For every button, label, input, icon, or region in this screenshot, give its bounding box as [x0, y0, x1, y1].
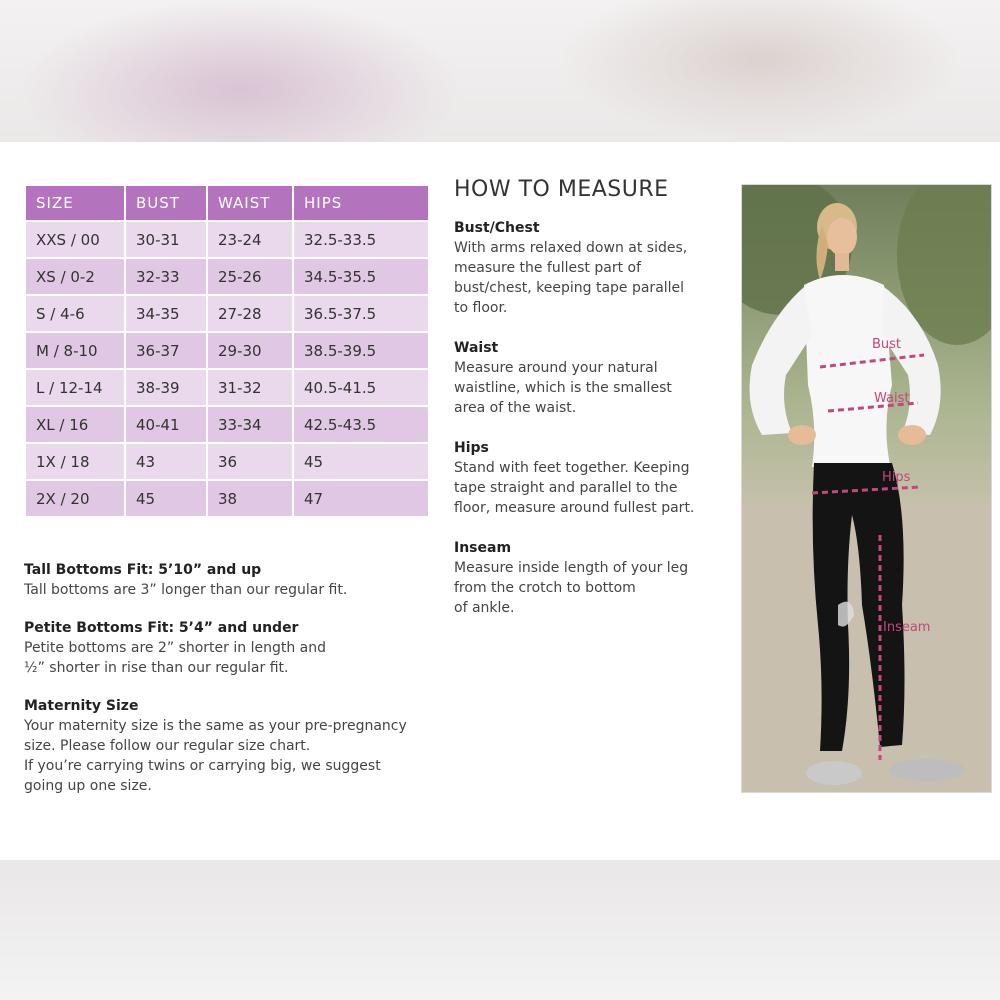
inseam-line: from the crotch to bottom — [454, 580, 636, 596]
cell-waist: 29-30 — [208, 333, 292, 368]
bust-line: With arms relaxed down at sides, — [454, 240, 688, 256]
inseam-heading: Inseam — [454, 540, 512, 556]
model-right-shoe — [889, 759, 965, 781]
table-row — [26, 296, 428, 331]
hips-line: tape straight and parallel to the — [454, 480, 678, 496]
model-face — [827, 218, 857, 256]
bottom-background — [0, 860, 1000, 1000]
table-row — [26, 444, 428, 479]
hips-heading: Hips — [454, 440, 489, 456]
inseam-line: of ankle. — [454, 600, 515, 616]
bust-instructions — [454, 218, 734, 318]
model-left-hand — [788, 425, 816, 445]
size-table — [24, 184, 430, 518]
model-left-shoe — [806, 761, 862, 785]
tall-line: Tall bottoms are 3” longer than our regular fit. — [24, 582, 348, 598]
maternity-line: Your maternity size is the same as your pre-pregnancy — [24, 718, 407, 734]
table-row — [26, 407, 428, 442]
model-photo — [741, 184, 992, 793]
waist-line: area of the waist. — [454, 400, 577, 416]
bust-line: bust/chest, keeping tape parallel — [454, 280, 685, 296]
header-size: SIZE — [26, 186, 124, 220]
cell-waist: 33-34 — [208, 407, 292, 442]
cell-size: XS / 0-2 — [26, 259, 124, 294]
table-row — [26, 259, 428, 294]
top-background — [0, 0, 1000, 142]
cell-size: L / 12-14 — [26, 370, 124, 405]
hips-line: floor, measure around fullest part. — [454, 500, 695, 516]
cell-bust: 38-39 — [126, 370, 206, 405]
cell-size: XXS / 00 — [26, 222, 124, 257]
table-row — [26, 370, 428, 405]
cell-waist: 38 — [208, 481, 292, 516]
cell-bust: 43 — [126, 444, 206, 479]
maternity-heading: Maternity Size — [24, 698, 139, 714]
cell-size: 1X / 18 — [26, 444, 124, 479]
header-hips: HIPS — [294, 186, 428, 220]
fit-notes — [24, 560, 444, 814]
cell-bust: 34-35 — [126, 296, 206, 331]
cell-hips: 32.5-33.5 — [294, 222, 428, 257]
inseam-instructions — [454, 538, 734, 618]
petite-heading: Petite Bottoms Fit: 5’4” and under — [24, 620, 299, 636]
cell-size: S / 4-6 — [26, 296, 124, 331]
how-to-measure — [454, 177, 734, 638]
waist-instructions — [454, 338, 734, 418]
bust-line: measure the fullest part of — [454, 260, 642, 276]
table-row — [26, 481, 428, 516]
bust-heading: Bust/Chest — [454, 220, 540, 236]
model-neck — [835, 253, 849, 271]
table-row — [26, 222, 428, 257]
cell-waist: 25-26 — [208, 259, 292, 294]
cell-waist: 23-24 — [208, 222, 292, 257]
petite-line: Petite bottoms are 2” shorter in length and — [24, 640, 326, 656]
tall-heading: Tall Bottoms Fit: 5’10” and up — [24, 562, 262, 578]
model-illustration — [742, 185, 991, 792]
bust-line: to floor. — [454, 300, 508, 316]
how-to-measure-title: HOW TO MEASURE — [454, 177, 669, 202]
waist-line: Measure around your natural — [454, 360, 658, 376]
hips-line: Stand with feet together. Keeping — [454, 460, 690, 476]
cell-hips: 42.5-43.5 — [294, 407, 428, 442]
cell-bust: 40-41 — [126, 407, 206, 442]
waist-heading: Waist — [454, 340, 499, 356]
waist-line: waistline, which is the smallest — [454, 380, 672, 396]
cell-hips: 36.5-37.5 — [294, 296, 428, 331]
inseam-line: Measure inside length of your leg — [454, 560, 689, 576]
hips-instructions — [454, 438, 734, 518]
bust-label: Bust — [872, 337, 902, 352]
cell-bust: 45 — [126, 481, 206, 516]
cell-waist: 31-32 — [208, 370, 292, 405]
model-right-hand — [898, 425, 926, 445]
waist-label: Waist — [874, 391, 910, 406]
cell-size: M / 8-10 — [26, 333, 124, 368]
table-header-row — [26, 186, 428, 220]
hips-label: Hips — [882, 470, 911, 485]
cell-size: XL / 16 — [26, 407, 124, 442]
cell-hips: 38.5-39.5 — [294, 333, 428, 368]
cell-bust: 30-31 — [126, 222, 206, 257]
maternity-line: going up one size. — [24, 778, 152, 794]
cell-bust: 32-33 — [126, 259, 206, 294]
maternity-line: size. Please follow our regular size chart. — [24, 738, 311, 754]
cell-hips: 34.5-35.5 — [294, 259, 428, 294]
cell-hips: 47 — [294, 481, 428, 516]
header-waist: WAIST — [208, 186, 292, 220]
tall-bottoms-note — [24, 560, 444, 600]
inseam-label: Inseam — [883, 620, 931, 635]
cell-waist: 36 — [208, 444, 292, 479]
cell-waist: 27-28 — [208, 296, 292, 331]
cell-bust: 36-37 — [126, 333, 206, 368]
header-bust: BUST — [126, 186, 206, 220]
maternity-line: If you’re carrying twins or carrying big, we suggest — [24, 758, 381, 774]
table-row — [26, 333, 428, 368]
maternity-note — [24, 696, 444, 796]
model-top — [804, 275, 892, 467]
petite-bottoms-note — [24, 618, 444, 678]
cell-hips: 45 — [294, 444, 428, 479]
cell-size: 2X / 20 — [26, 481, 124, 516]
cell-hips: 40.5-41.5 — [294, 370, 428, 405]
petite-line: ½” shorter in rise than our regular fit. — [24, 660, 289, 676]
